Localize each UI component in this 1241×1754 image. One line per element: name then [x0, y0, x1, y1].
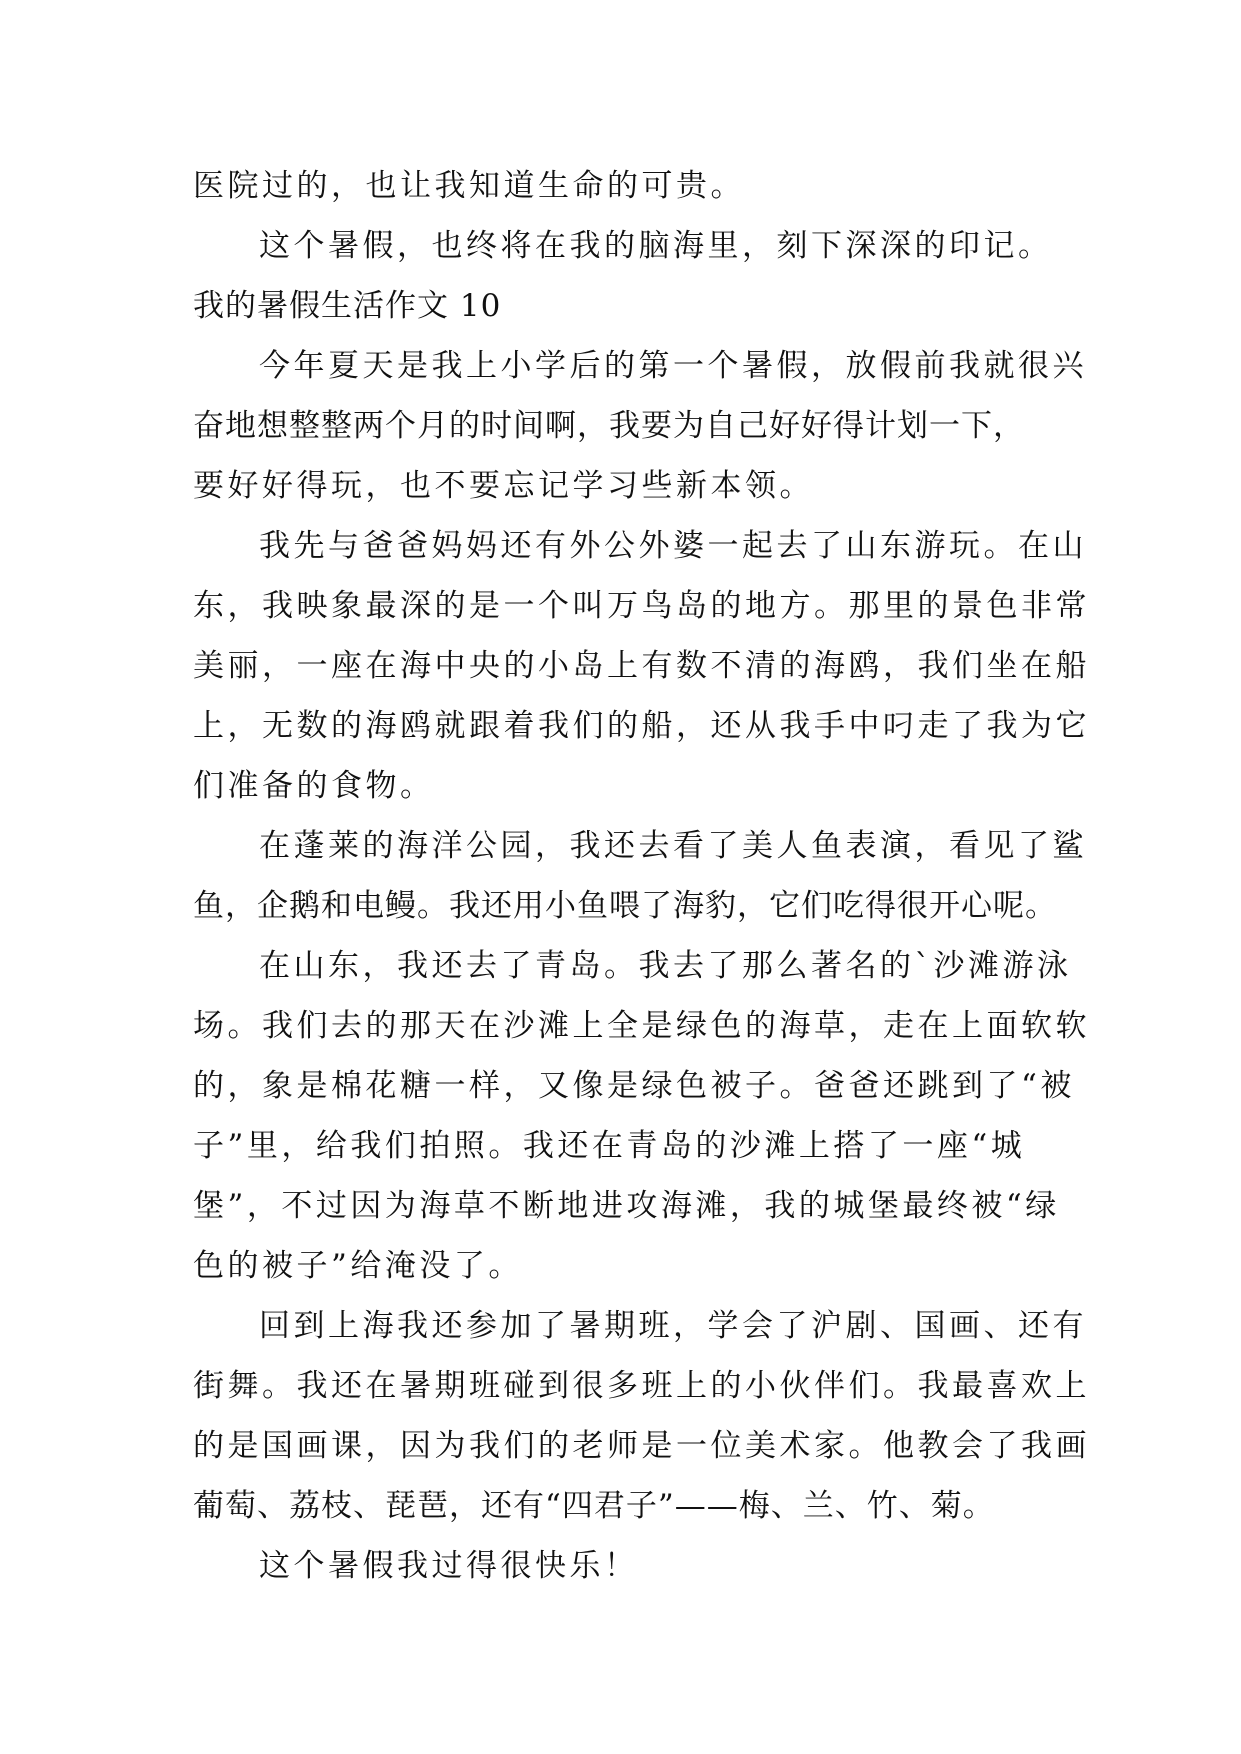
text-line: 们准备的食物。	[193, 768, 435, 804]
essay-body	[193, 156, 1090, 1596]
text-line: 堡”，不过因为海草不断地进攻海滩，我的城堡最终被“绿	[193, 1188, 1060, 1224]
text-line: 葡萄、荔枝、琵琶，还有“四君子”——梅、兰、竹、菊。	[193, 1488, 995, 1524]
text-line: 回到上海我还参加了暑期班，学会了沪剧、国画、还有	[259, 1308, 1087, 1344]
text-line: 上，无数的海鸥就跟着我们的船，还从我手中叼走了我为它	[193, 708, 1090, 744]
text-line: 鱼，企鹅和电鳗。我还用小鱼喂了海豹，它们吃得很开心呢。	[193, 888, 1057, 924]
text-line: 美丽，一座在海中央的小岛上有数不清的海鸥，我们坐在船	[193, 648, 1090, 684]
text-line: 我先与爸爸妈妈还有外公外婆一起去了山东游玩。在山	[259, 528, 1087, 564]
text-line: 的，象是棉花糖一样，又像是绿色被子。爸爸还跳到了“被	[193, 1068, 1075, 1104]
text-line: 东，我映象最深的是一个叫万鸟岛的地方。那里的景色非常	[193, 588, 1090, 624]
text-line: 的是国画课，因为我们的老师是一位美术家。他教会了我画	[193, 1428, 1090, 1464]
text-line: 奋地想整整两个月的时间啊，我要为自己好好得计划一下，	[193, 408, 1025, 444]
text-line: 子”里，给我们拍照。我还在青岛的沙滩上搭了一座“城	[193, 1128, 1026, 1164]
text-line: 在蓬莱的海洋公园，我还去看了美人鱼表演，看见了鲨	[259, 828, 1087, 864]
text-line: 今年夏天是我上小学后的第一个暑假，放假前我就很兴	[259, 348, 1087, 384]
essay-title: 我的暑假生活作文 10	[193, 288, 502, 324]
text-line: 在山东，我还去了青岛。我去了那么著名的`沙滩游泳	[259, 948, 1072, 984]
text-line: 这个暑假我过得很快乐！	[259, 1548, 639, 1584]
text-line: 色的被子”给淹没了。	[193, 1248, 523, 1284]
text-line: 街舞。我还在暑期班碰到很多班上的小伙伴们。我最喜欢上	[193, 1368, 1090, 1404]
text-line: 医院过的，也让我知道生命的可贵。	[193, 168, 745, 204]
text-line: 场。我们去的那天在沙滩上全是绿色的海草，走在上面软软	[193, 1008, 1090, 1044]
text-line: 要好好得玩，也不要忘记学习些新本领。	[193, 468, 814, 504]
text-line: 这个暑假，也终将在我的脑海里，刻下深深的印记。	[259, 228, 1053, 264]
